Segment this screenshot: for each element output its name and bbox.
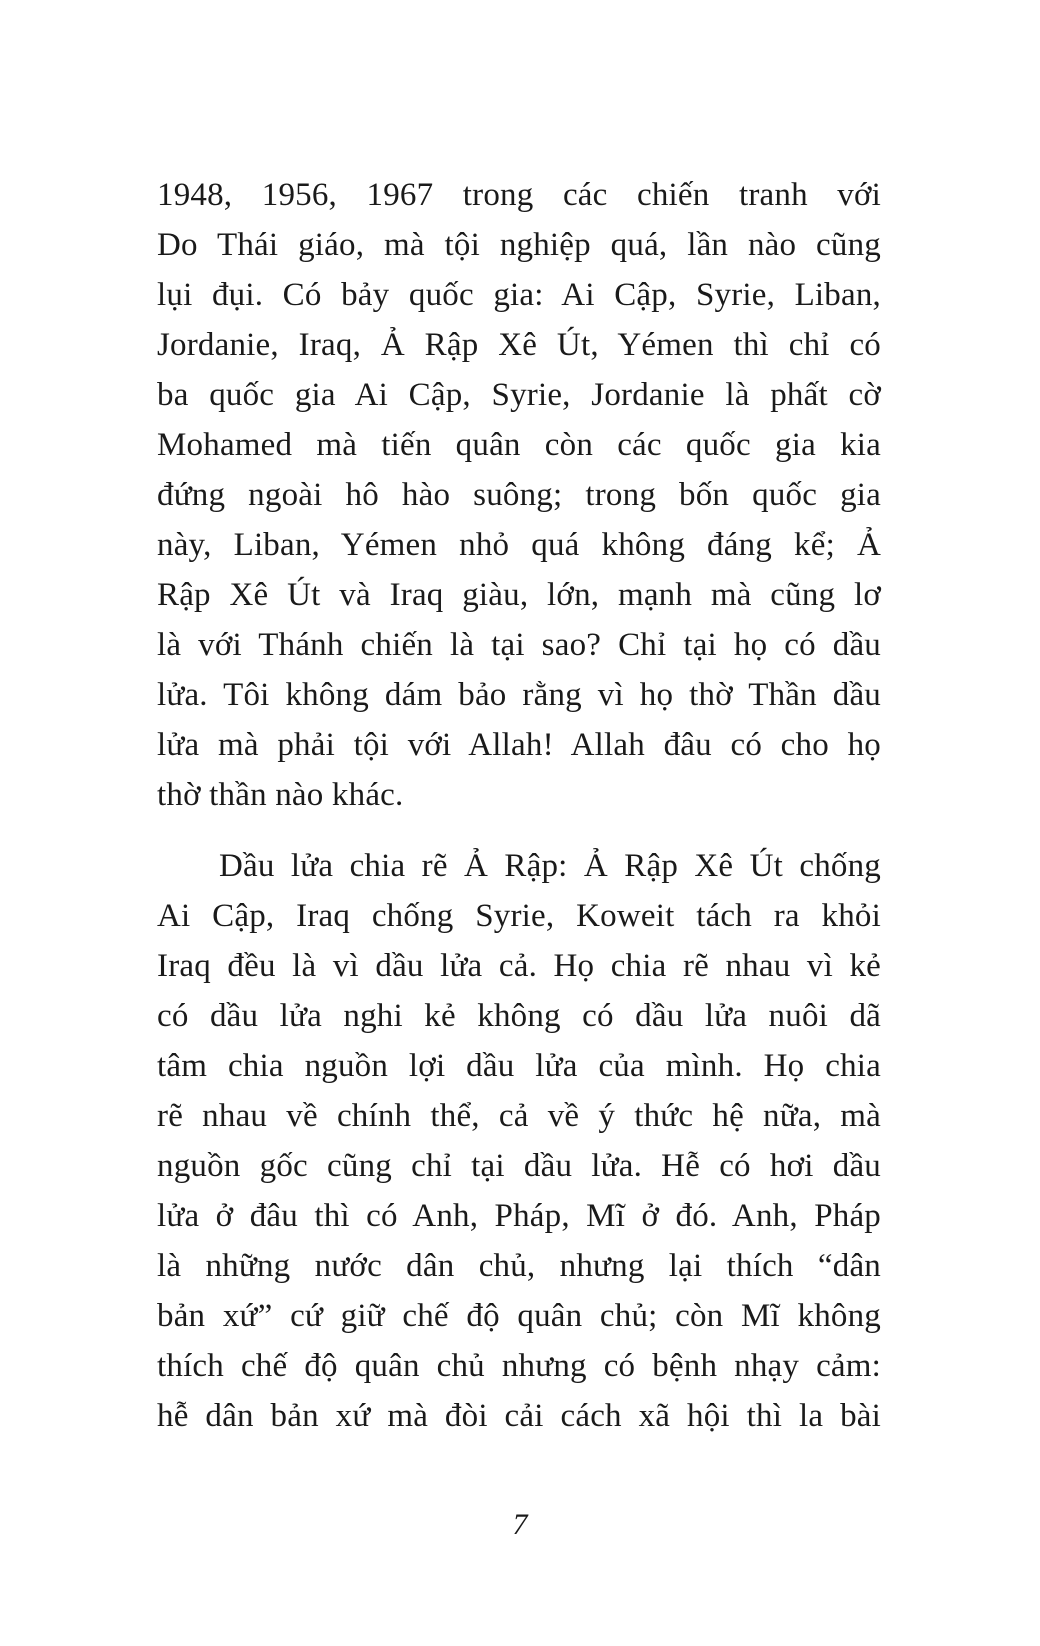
text-line: Ai Cập, Iraq chống Syrie, Koweit tách ra khỏi — [157, 898, 881, 934]
text-line: lửa mà phải tội với Allah! Allah đâu có cho họ — [157, 727, 881, 763]
text-line: Jordanie, Iraq, Ả Rập Xê Út, Yémen thì chỉ có — [157, 327, 881, 363]
text-line: Rập Xê Út và Iraq giàu, lớn, mạnh mà cũng lơ — [157, 577, 881, 613]
text-line: lụi đụi. Có bảy quốc gia: Ai Cập, Syrie, Liban, — [157, 277, 881, 313]
text-line: bản xứ” cứ giữ chế độ quân chủ; còn Mĩ không — [157, 1298, 881, 1334]
text-line: là với Thánh chiến là tại sao? Chỉ tại họ có dầu — [157, 627, 881, 663]
text-line: Mohamed mà tiến quân còn các quốc gia kia — [157, 427, 881, 463]
paragraph-1 — [157, 170, 881, 820]
text-line: Do Thái giáo, mà tội nghiệp quá, lần nào cũng — [157, 227, 881, 263]
text-line: 1948, 1956, 1967 trong các chiến tranh với — [157, 177, 881, 213]
text-line: có dầu lửa nghi kẻ không có dầu lửa nuôi dã — [157, 998, 881, 1034]
text-line: đứng ngoài hô hào suông; trong bốn quốc gia — [157, 477, 881, 513]
text-line: thờ thần nào khác. — [157, 777, 404, 813]
body-text — [157, 170, 881, 1441]
text-line: lửa ở đâu thì có Anh, Pháp, Mĩ ở đó. Anh, Pháp — [157, 1198, 881, 1234]
text-line: này, Liban, Yémen nhỏ quá không đáng kể; Ả — [157, 527, 881, 563]
text-line: hễ dân bản xứ mà đòi cải cách xã hội thì la bài — [157, 1398, 881, 1434]
text-line: tâm chia nguồn lợi dầu lửa của mình. Họ chia — [157, 1048, 881, 1084]
paragraph-2 — [157, 841, 881, 1441]
text-line: Dầu lửa chia rẽ Ả Rập: Ả Rập Xê Út chống — [219, 848, 881, 884]
text-line: là những nước dân chủ, nhưng lại thích “dân — [157, 1248, 881, 1284]
text-line: rẽ nhau về chính thể, cả về ý thức hệ nữa, mà — [157, 1098, 881, 1134]
text-line: lửa. Tôi không dám bảo rằng vì họ thờ Thần dầu — [157, 677, 881, 713]
text-line: Iraq đều là vì dầu lửa cả. Họ chia rẽ nhau vì kẻ — [157, 948, 881, 984]
text-line: ba quốc gia Ai Cập, Syrie, Jordanie là phất cờ — [157, 377, 881, 413]
page-number: 7 — [512, 1508, 528, 1541]
text-line: thích chế độ quân chủ nhưng có bệnh nhạy cảm: — [157, 1348, 881, 1384]
text-line: nguồn gốc cũng chỉ tại dầu lửa. Hễ có hơi dầu — [157, 1148, 881, 1184]
